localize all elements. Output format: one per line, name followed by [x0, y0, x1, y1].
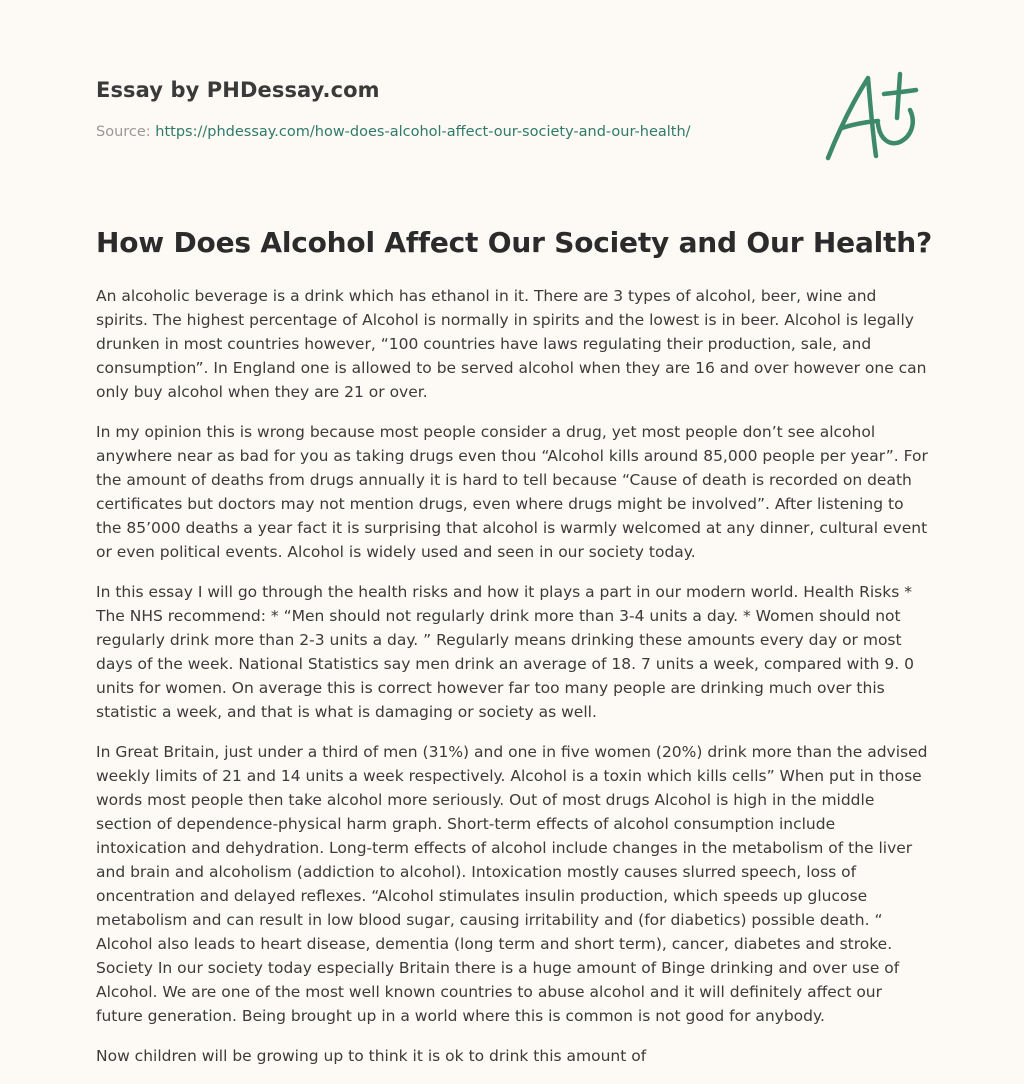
essay-paragraph: In this essay I will go through the health risks and how it plays a part in our modern world. Health Risks * The NHS recommend: * “Men should not regularly drink more than 3-4 units a day. * Women should not regularly drink more than 2-3 units a day. ” Regularly means drinking these amounts every day or most days of the week. National Statistics say men drink an average of 18. 7 units a week, compared with 9. 0 units for women. On average this is correct however far too many people are drinking much over this statistic a week, and that is what is damaging or society as well.: [96, 583, 914, 721]
essay-paragraph: Now children will be growing up to think it is ok to drink this amount of: [96, 1047, 647, 1065]
essay-paragraph: In my opinion this is wrong because most people consider a drug, yet most people don’t see alcohol anywhere near as bad for you as taking drugs even thou “Alcohol kills around 85,000 people per year”. For the amount of deaths from drugs annually it is hard to tell because “Cause of death is recorded on death certificates but doctors may not mention drugs, even where drugs might be involved”. After listening to the 85’000 deaths a year fact it is surprising that alcohol is warmly welcomed at any dinner, cultural event or even political events. Alcohol is widely used and seen in our society today.: [96, 423, 928, 561]
source-link[interactable]: https://phdessay.com/how-does-alcohol-affect-our-society-and-our-health/: [155, 124, 691, 140]
source-label: Source:: [96, 124, 151, 140]
essay-paragraph: In Great Britain, just under a third of men (31%) and one in five women (20%) drink more than the advised weekly limits of 21 and 14 units a week respectively. Alcohol is a toxin which kills cells” When put in those words most people then take alcohol more seriously. Out of most drugs Alcohol is high in the middle section of dependence-physical harm graph. Short-term effects of alcohol consumption include intoxication and dehydration. Long-term effects of alcohol include changes in the metabolism of the liver and brain and alcoholism (addiction to alcohol). Intoxication mostly causes slurred speech, loss of oncentration and delayed reflexes. “Alcohol stimulates insulin production, which speeds up glucose metabolism and can result in low blood sugar, causing irritability and (for diabetics) possible death. “ Alcohol also leads to heart disease, dementia (long term and short term), cancer, diabetes and stroke. Society In our society today especially Britain there is a huge amount of Binge drinking and over use of Alcohol. We are one of the most well known countries to abuse alcohol and it will definitely affect our future generation. Being brought up in a world where this is common is not good for anybody.: [96, 743, 928, 1025]
a-plus-logo-icon: [818, 66, 930, 166]
essay-body: [96, 284, 930, 1084]
source-line: [96, 124, 691, 140]
site-title: Essay by PHDessay.com: [96, 78, 380, 102]
essay-paragraph: An alcoholic beverage is a drink which has ethanol in it. There are 3 types of alcohol, beer, wine and spirits. The highest percentage of Alcohol is normally in spirits and the lowest is in beer. Alcohol is legally drunken in most countries however, “100 countries have laws regulating their production, sale, and consumption”. In England one is allowed to be served alcohol when they are 16 and over however one can only buy alcohol when they are 21 or over.: [96, 287, 927, 401]
essay-title: How Does Alcohol Affect Our Society and Our Health?: [96, 226, 932, 259]
